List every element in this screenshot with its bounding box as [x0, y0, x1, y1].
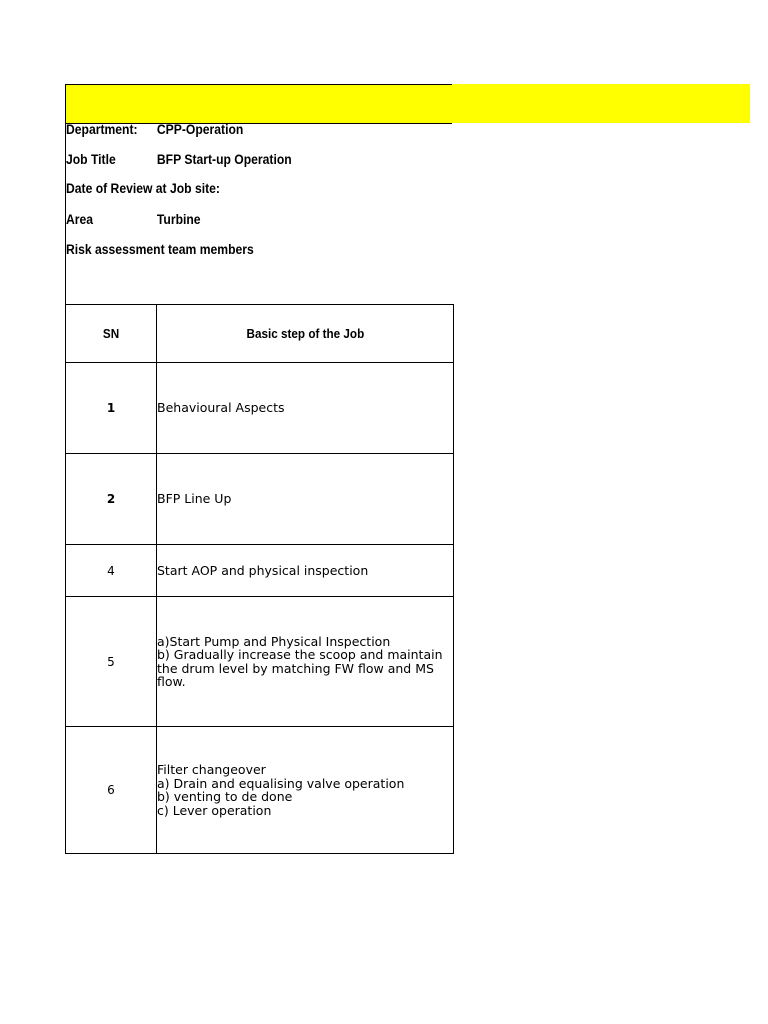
row-step: BFP Line Up	[157, 454, 454, 545]
row-sn: 6	[66, 727, 157, 854]
field-label: Area	[66, 212, 94, 227]
row-step: a)Start Pump and Physical Inspection b) Gradually increase the scoop and maintain the drum level by matching FW flow and MS flow.	[157, 597, 454, 727]
column-header-sn: SN	[66, 305, 157, 363]
field-value: Turbine	[156, 212, 201, 227]
field-value: CPP-Operation	[156, 122, 244, 137]
field-label: Date of Review at Job site:	[66, 181, 220, 196]
table-row	[66, 363, 454, 454]
field-label: Job Title	[66, 152, 116, 167]
row-step: Start AOP and physical inspection	[157, 545, 454, 597]
field-area	[66, 212, 201, 227]
job-steps-table	[65, 304, 454, 854]
field-label: Risk assessment team members	[66, 242, 254, 257]
table-row	[66, 454, 454, 545]
row-sn: 1	[66, 363, 157, 454]
field-department	[66, 122, 244, 137]
row-step: Filter changeover a) Drain and equalising valve operation b) venting to de done c) Lever operation	[157, 727, 454, 854]
field-value: BFP Start-up Operation	[156, 152, 292, 167]
row-sn: 4	[66, 545, 157, 597]
row-step: Behavioural Aspects	[157, 363, 454, 454]
field-risk-team	[66, 242, 254, 257]
row-sn: 5	[66, 597, 157, 727]
table-row	[66, 597, 454, 727]
row-sn: 2	[66, 454, 157, 545]
field-label: Department:	[66, 122, 138, 137]
table-row	[66, 727, 454, 854]
column-header-step: Basic step of the Job	[157, 305, 454, 363]
field-date-of-review	[66, 181, 220, 196]
table-header-row	[66, 305, 454, 363]
table-row	[66, 545, 454, 597]
field-job-title	[66, 152, 292, 167]
